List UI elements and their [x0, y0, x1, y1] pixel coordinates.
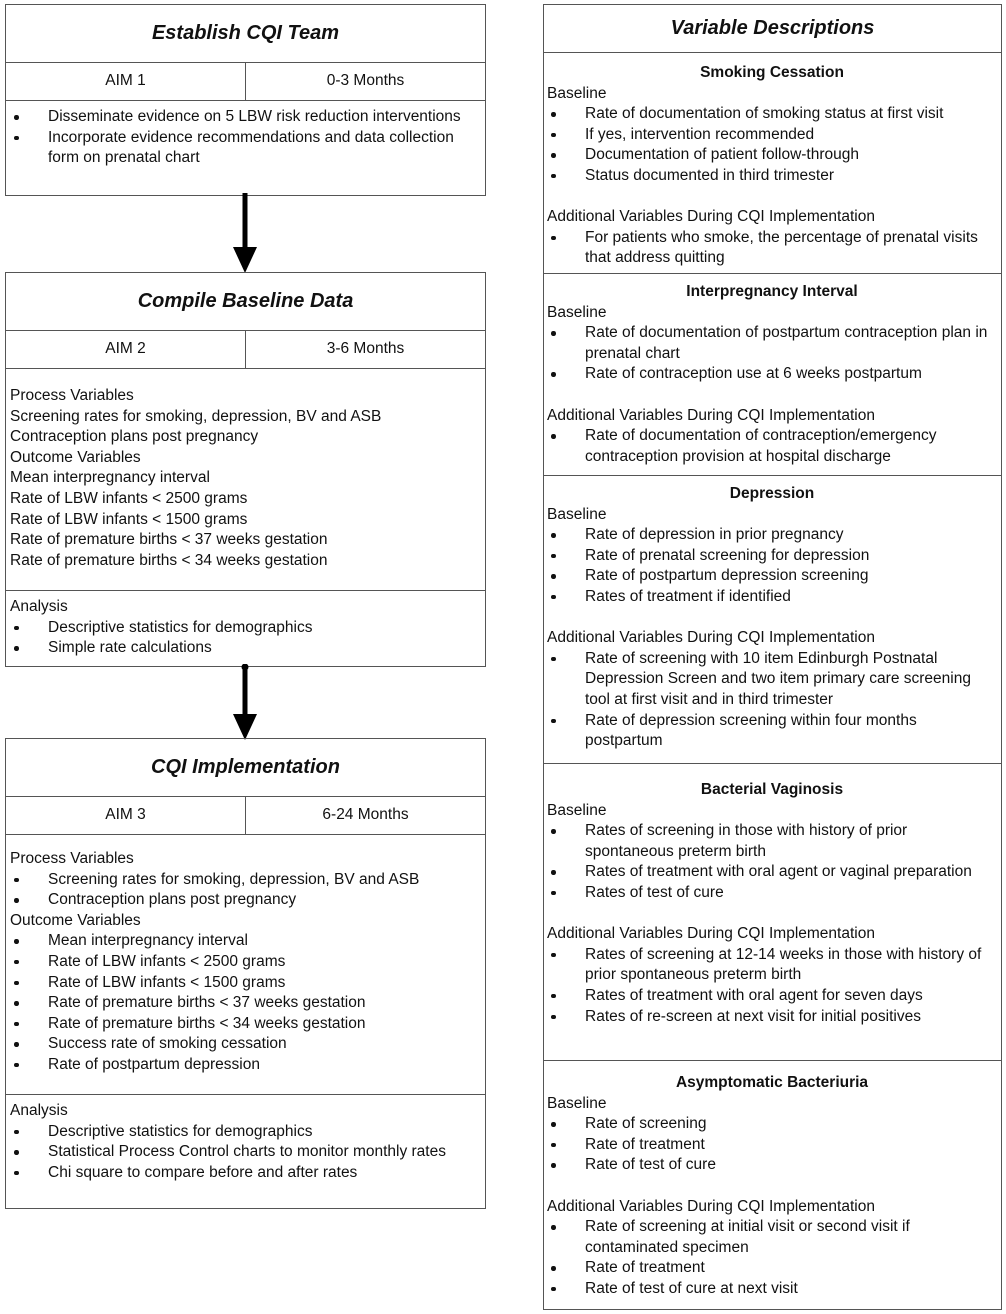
list-item: Rate of test of cure at next visit — [547, 1279, 997, 1300]
variables-section — [6, 835, 485, 1094]
outcome-variable: Rate of premature births < 37 weeks gestation — [10, 531, 328, 549]
outcome-variable: Rate of LBW infants < 2500 grams — [10, 489, 248, 507]
list-item: Rates of treatment if identified — [547, 587, 997, 608]
baseline-label: Baseline — [547, 303, 607, 321]
variables-section — [6, 369, 485, 590]
additional-variables-label: Additional Variables During CQI Implementation — [547, 1197, 875, 1215]
outcome-variables-heading: Outcome Variables — [10, 448, 141, 466]
aim-row — [6, 63, 485, 101]
stage-compile-baseline-data — [5, 272, 486, 667]
list-item: Mean interpregnancy interval — [10, 931, 481, 952]
list-item: Rate of screening at initial visit or second visit if contaminated specimen — [547, 1217, 997, 1258]
bullet-list — [547, 525, 997, 607]
down-arrow-icon — [229, 193, 261, 275]
bullet-list — [547, 821, 997, 903]
section-heading: Bacterial Vaginosis — [700, 781, 844, 798]
list-item: Rate of test of cure — [547, 1155, 997, 1176]
process-variable: Contraception plans post pregnancy — [10, 428, 259, 446]
aim-label: AIM 1 — [6, 63, 246, 100]
list-item: Disseminate evidence on 5 LBW risk reduction interventions — [10, 107, 481, 128]
process-variables-heading: Process Variables — [10, 387, 134, 404]
bullet-list — [547, 649, 997, 752]
list-item: Rate of treatment — [547, 1135, 997, 1156]
section-depression — [544, 475, 1001, 752]
list-item: Chi square to compare before and after rates — [10, 1163, 481, 1184]
list-item: Rate of prenatal screening for depression — [547, 546, 997, 567]
process-variables-heading: Process Variables — [10, 850, 134, 867]
bullet-list — [10, 1122, 481, 1184]
bullet-list — [547, 104, 997, 186]
stage-title: Compile Baseline Data — [6, 273, 485, 331]
list-item: Simple rate calculations — [10, 638, 481, 659]
list-item: Statistical Process Control charts to monitor monthly rates — [10, 1142, 481, 1163]
list-item: Descriptive statistics for demographics — [10, 618, 481, 639]
bullet-list — [547, 426, 997, 467]
duration-label: 6-24 Months — [322, 806, 409, 824]
list-item: Rate of LBW infants < 1500 grams — [10, 973, 481, 994]
bullet-list — [10, 931, 481, 1075]
list-item: Rate of depression screening within four months postpartum — [547, 711, 997, 752]
list-item: Rate of postpartum depression — [10, 1055, 481, 1076]
section-smoking-cessation — [544, 61, 1001, 269]
list-item: Rate of postpartum depression screening — [547, 566, 997, 587]
list-item: Screening rates for smoking, depression, BV and ASB — [10, 870, 481, 891]
list-item: Rate of documentation of smoking status at first visit — [547, 104, 997, 125]
list-item: Rate of premature births < 34 weeks gestation — [10, 1014, 481, 1035]
analysis-heading: Analysis — [10, 1102, 68, 1119]
stage-title: CQI Implementation — [6, 739, 485, 797]
list-item: Rate of LBW infants < 2500 grams — [10, 952, 481, 973]
outcome-variable: Rate of LBW infants < 1500 grams — [10, 510, 248, 528]
bullet-list — [547, 1217, 997, 1299]
list-item: Rates of screening in those with history of prior spontaneous preterm birth — [547, 821, 997, 862]
aim-label: AIM 3 — [6, 797, 246, 834]
variable-descriptions-panel — [543, 4, 1002, 1310]
list-item: Documentation of patient follow-through — [547, 145, 997, 166]
process-variable: Screening rates for smoking, depression, BV and ASB — [10, 407, 382, 425]
list-item: Rates of treatment with oral agent or vaginal preparation — [547, 862, 997, 883]
list-item: Rate of premature births < 37 weeks gestation — [10, 993, 481, 1014]
list-item: Rates of screening at 12-14 weeks in those with history of prior spontaneous preterm birth — [547, 945, 997, 986]
list-item: Rate of depression in prior pregnancy — [547, 525, 997, 546]
list-item: Descriptive statistics for demographics — [10, 1122, 481, 1143]
stage-title: Establish CQI Team — [6, 5, 485, 63]
list-item: For patients who smoke, the percentage of prenatal visits that address quitting — [547, 228, 997, 269]
stage-establish-cqi-team — [5, 4, 486, 196]
bullet-list — [10, 618, 481, 659]
list-item: Success rate of smoking cessation — [10, 1034, 481, 1055]
aim-row — [6, 331, 485, 369]
list-item: Status documented in third trimester — [547, 166, 997, 187]
bullet-list — [547, 323, 997, 385]
additional-variables-label: Additional Variables During CQI Implementation — [547, 925, 875, 943]
list-item: Rates of test of cure — [547, 883, 997, 904]
analysis-heading: Analysis — [10, 598, 68, 615]
additional-variables-label: Additional Variables During CQI Implementation — [547, 629, 875, 647]
section-heading: Asymptomatic Bacteriuria — [675, 1074, 869, 1091]
analysis-section — [6, 590, 485, 663]
section-heading: Depression — [729, 485, 815, 502]
list-item: Rate of screening — [547, 1114, 997, 1135]
aim-label: AIM 2 — [6, 331, 246, 368]
list-item: Rates of re-screen at next visit for initial positives — [547, 1007, 997, 1028]
stage-body — [6, 101, 485, 173]
list-item: Rate of screening with 10 item Edinburgh Postnatal Depression Screen and two item primary care screening tool at first visit and in third trimester — [547, 649, 997, 711]
baseline-label: Baseline — [547, 84, 607, 102]
list-item: Rate of documentation of contraception/emergency contraception provision at hospital discharge — [547, 426, 997, 467]
section-bacterial-vaginosis — [544, 763, 1001, 1027]
section-asymptomatic-bacteriuria — [544, 1060, 1001, 1300]
list-item: Contraception plans post pregnancy — [10, 890, 481, 911]
stage-cqi-implementation — [5, 738, 486, 1209]
baseline-label: Baseline — [547, 505, 607, 523]
outcome-variable: Mean interpregnancy interval — [10, 469, 210, 487]
list-item: If yes, intervention recommended — [547, 125, 997, 146]
additional-variables-label: Additional Variables During CQI Implementation — [547, 406, 875, 424]
bullet-list — [10, 107, 481, 169]
down-arrow-icon — [229, 664, 261, 742]
outcome-variable: Rate of premature births < 34 weeks gestation — [10, 551, 328, 569]
additional-variables-label: Additional Variables During CQI Implementation — [547, 208, 875, 226]
list-item: Rate of documentation of postpartum contraception plan in prenatal chart — [547, 323, 997, 364]
baseline-label: Baseline — [547, 801, 607, 819]
list-item: Rates of treatment with oral agent for seven days — [547, 986, 997, 1007]
bullet-list — [547, 945, 997, 1027]
list-item: Incorporate evidence recommendations and data collection form on prenatal chart — [10, 128, 481, 169]
section-heading: Smoking Cessation — [700, 64, 844, 81]
duration-label: 0-3 Months — [326, 72, 405, 90]
bullet-list — [547, 228, 997, 269]
duration-label: 3-6 Months — [326, 340, 405, 358]
aim-row — [6, 797, 485, 835]
list-item: Rate of treatment — [547, 1258, 997, 1279]
bullet-list — [547, 1114, 997, 1176]
list-item: Rate of contraception use at 6 weeks postpartum — [547, 364, 997, 385]
section-heading: Interpregnancy Interval — [686, 283, 858, 300]
baseline-label: Baseline — [547, 1094, 607, 1112]
analysis-section — [6, 1094, 485, 1187]
outcome-variables-heading: Outcome Variables — [10, 911, 141, 929]
bullet-list — [10, 870, 481, 911]
section-interpregnancy-interval — [544, 273, 1001, 467]
panel-title: Variable Descriptions — [544, 5, 1001, 53]
